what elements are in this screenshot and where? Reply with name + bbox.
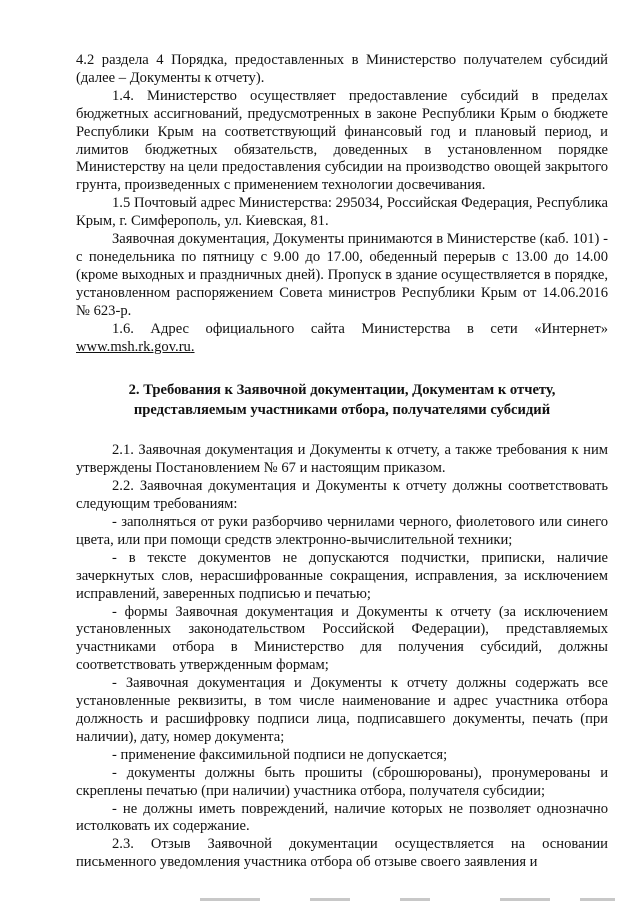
requirement-item: - не должны иметь повреждений, наличие которых не позволяет однозначно истолковать их содержание.	[76, 800, 608, 835]
requirement-item: - формы Заявочная документация и Документы к отчету (за исключением установленных законодательством Российской Федерации), представляемых участниками отбора в Министерство для получения субсидий, должны соответствовать утвержденным формам;	[76, 603, 608, 674]
paragraph-2-1: 2.1. Заявочная документация и Документы к отчету, а также требования к ним утверждены Постановлением № 67 и настоящим приказом.	[76, 442, 608, 477]
requirement-item: - заполняться от руки разборчиво чернилами черного, фиолетового или синего цвета, или при помощи средств электронно-вычислительной техники;	[76, 514, 608, 548]
paragraph-1-6-text: 1.6. Адрес официального сайта Министерства в сети «Интернет»	[112, 320, 608, 337]
section-heading-line-1: 2. Требования к Заявочной документации, Документам к отчету,	[128, 382, 556, 399]
paragraph-2-2: 2.2. Заявочная документация и Документы к отчету должны соответствовать следующим требованиям:	[76, 478, 608, 513]
section-heading	[76, 380, 608, 420]
paragraph-continuation: 4.2 раздела 4 Порядка, предоставленных в Министерство получателем субсидий (далее – Документы к отчету).	[76, 52, 608, 86]
requirement-item: - применение факсимильной подписи не допускается;	[112, 746, 448, 763]
period: .	[190, 338, 195, 355]
requirement-item: - в тексте документов не допускаются подчистки, приписки, наличие зачеркнутых слов, нерасшифрованные сокращения, исправления, за исключением исправлений, заверенных подписью и печатью;	[76, 549, 608, 602]
paragraph-office-hours: Заявочная документация, Документы принимаются в Министерстве (каб. 101) - с понедельника по пятницу с 9.00 до 17.00, обеденный перерыв с 13.00 до 14.00 (кроме выходных и праздничных дней). Пропуск в здание осуществляется в порядке, установленном распоряжением Совета министров Республики Крым от 14.06.2016 № 623-р.	[76, 231, 608, 319]
website-link[interactable]: www.msh.rk.gov.ru	[76, 338, 191, 355]
paragraph-1-6	[76, 321, 608, 357]
requirement-item: - Заявочная документация и Документы к отчету должны содержать все установленные реквизиты, в том числе наименование и адрес участника отбора должность и расшифровку подписи лица, подписавшего документы, печать (при наличии), дату, номер документа;	[76, 675, 608, 745]
section-heading-line-2: представляемым участниками отбора, получателями субсидий	[133, 402, 551, 419]
paragraph-2-3: 2.3. Отзыв Заявочной документации осуществляется на основании письменного уведомления участника отбора об отзыве своего заявления и	[76, 836, 608, 871]
requirement-item: - документы должны быть прошиты (сброшюрованы), пронумерованы и скреплены печатью (при наличии) участника отбора, получателя субсидии;	[76, 764, 608, 799]
scan-edge-artifact	[200, 898, 620, 902]
paragraph-1-4: 1.4. Министерство осуществляет предоставление субсидий в пределах бюджетных ассигнований, предусмотренных в законе Республики Крым о бюджете Республики Крым на соответствующий финансовый год и плановый период, и лимитов бюджетных обязательств, доведенных в установленном порядке Министерству на цели предоставления субсидии на производство овощей закрытого грунта, произведенных с применением технологии досвечивания.	[76, 87, 608, 194]
paragraph-1-5: 1.5 Почтовый адрес Министерства: 295034, Российская Федерация, Республика Крым, г. Симферополь, ул. Киевская, 81.	[76, 195, 608, 230]
